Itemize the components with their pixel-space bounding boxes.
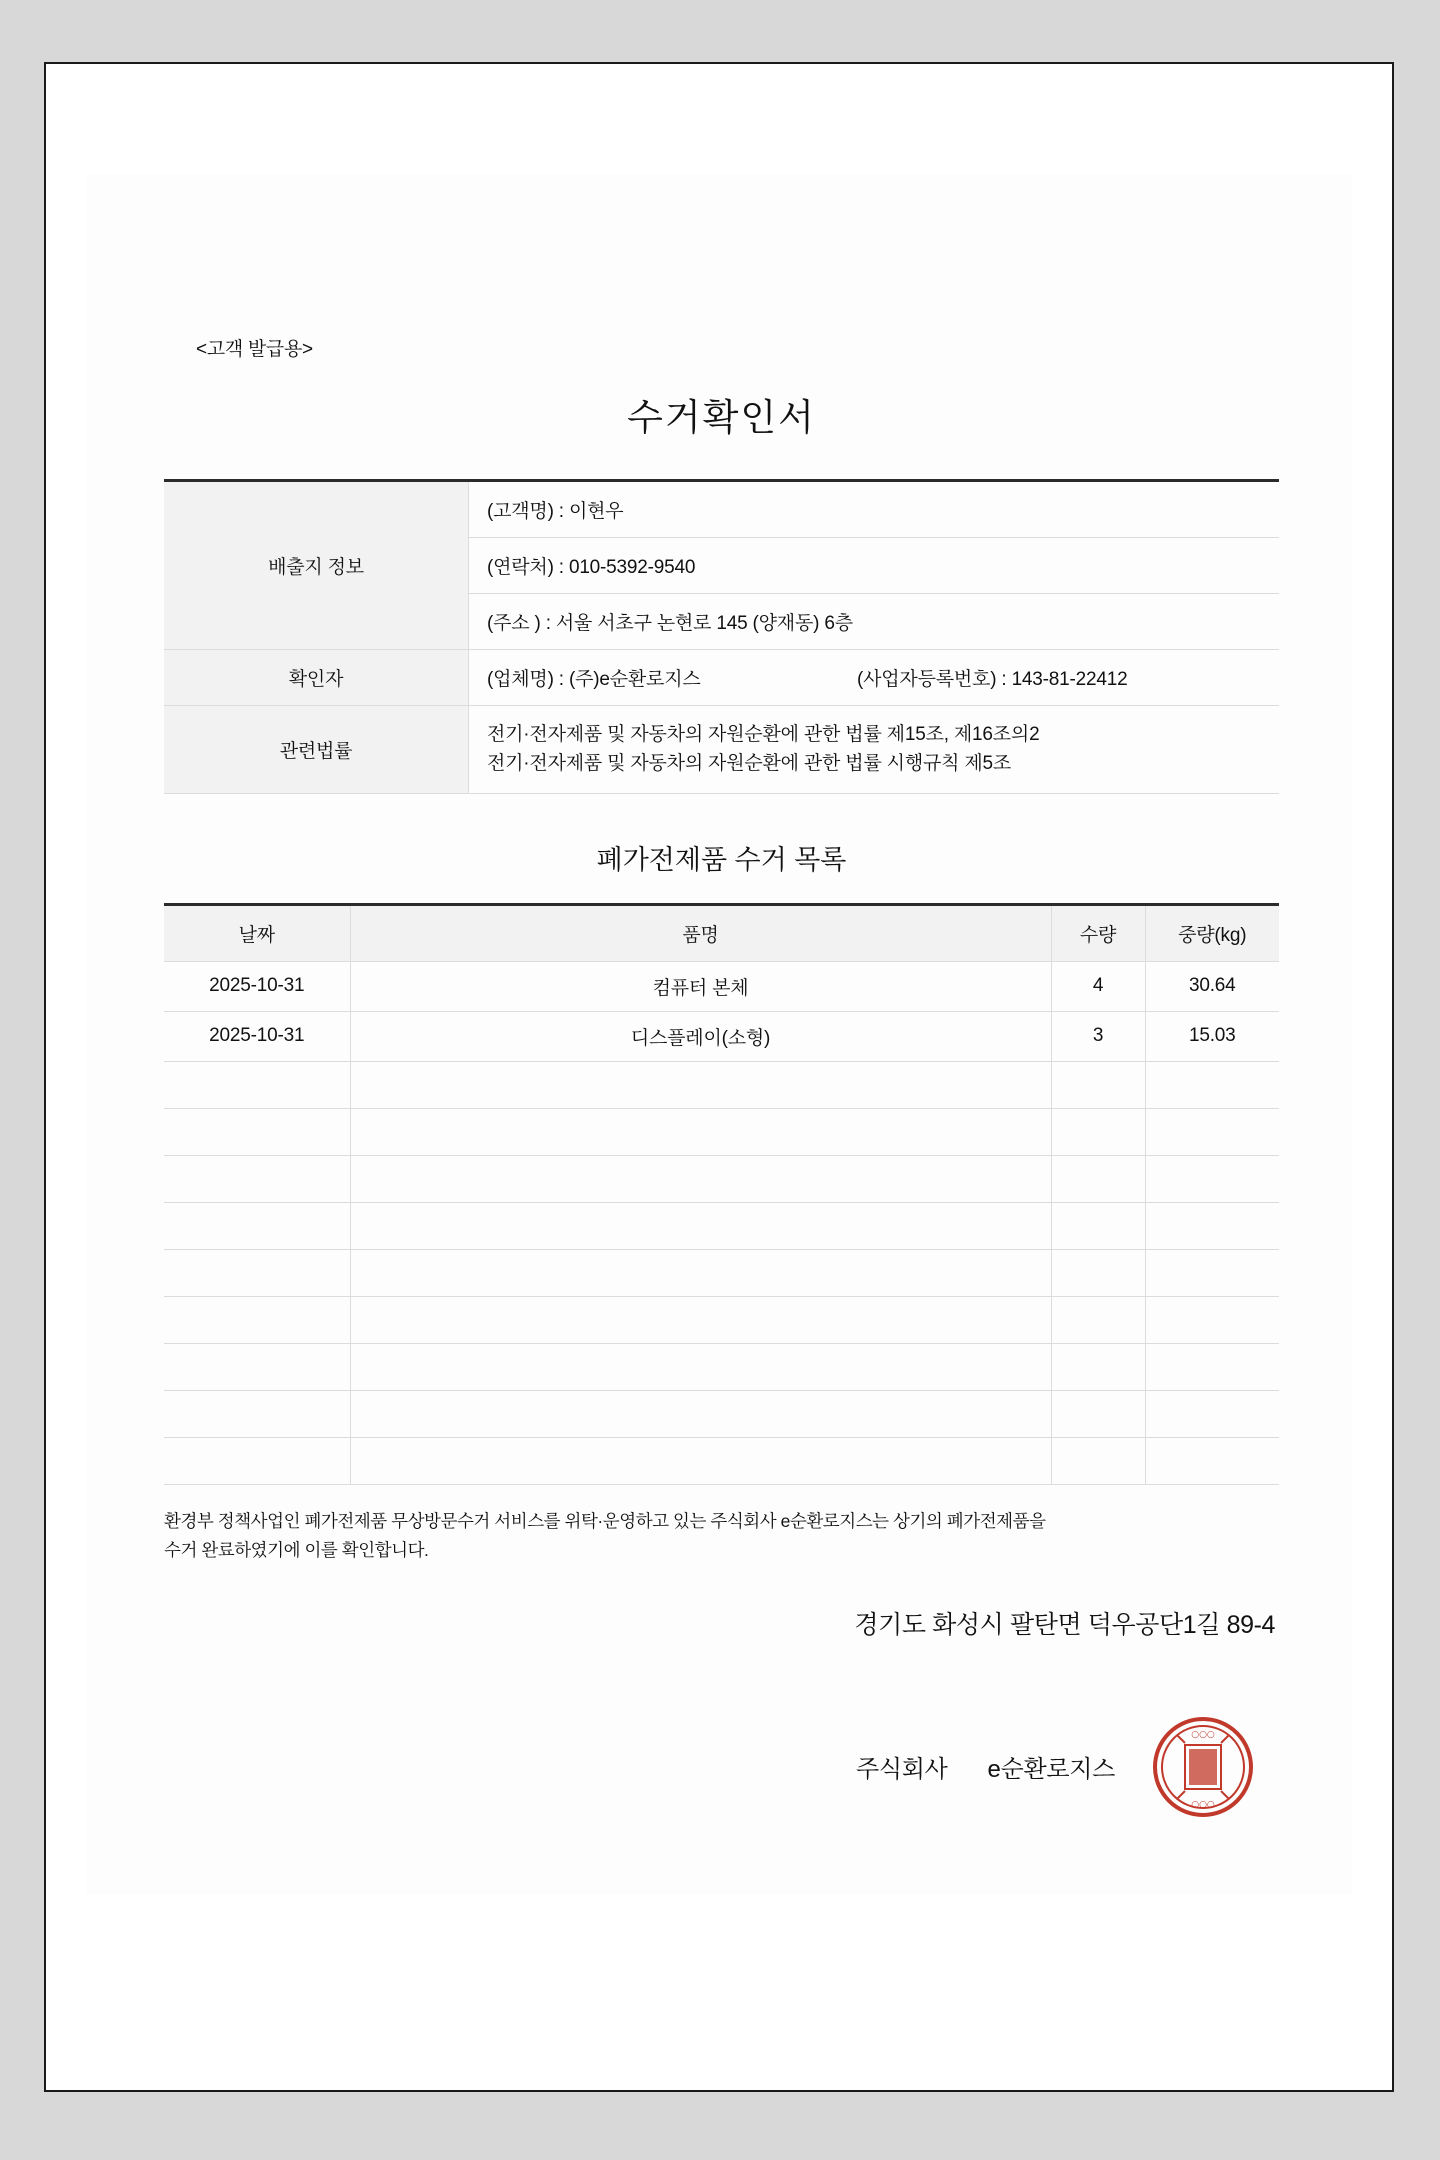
- cell-quantity: [1051, 1437, 1145, 1484]
- cell-quantity: 4: [1051, 961, 1145, 1011]
- confirmation-statement: [164, 1507, 1279, 1565]
- cell-quantity: [1051, 1202, 1145, 1249]
- info-label-discharge-site: 배출지 정보: [164, 481, 469, 650]
- info-value-confirmer: [469, 650, 1280, 706]
- cell-weight: [1145, 1155, 1279, 1202]
- statement-line-1: 환경부 정책사업인 폐가전제품 무상방문수거 서비스를 위탁·운영하고 있는 주식회사 e순환로지스는 상기의 폐가전제품을: [164, 1510, 1046, 1531]
- cell-weight: [1145, 1249, 1279, 1296]
- cell-quantity: [1051, 1296, 1145, 1343]
- cell-quantity: [1051, 1061, 1145, 1108]
- info-value-customer-name: (고객명) : 이현우: [469, 481, 1280, 538]
- cell-item-name: [350, 1108, 1051, 1155]
- cell-weight: [1145, 1390, 1279, 1437]
- cell-weight: [1145, 1296, 1279, 1343]
- table-row: [164, 1011, 1279, 1061]
- table-row: [164, 1343, 1279, 1390]
- issuer-info-table: [164, 479, 1279, 794]
- cell-weight: [1145, 1343, 1279, 1390]
- table-row: [164, 1061, 1279, 1108]
- cell-item-name: 컴퓨터 본체: [350, 961, 1051, 1011]
- info-label-related-law: 관련법률: [164, 706, 469, 794]
- issue-note: <고객 발급용>: [196, 339, 313, 360]
- info-value-contact: (연락처) : 010-5392-9540: [469, 538, 1280, 594]
- column-header-date: 날짜: [164, 904, 350, 961]
- cell-quantity: [1051, 1155, 1145, 1202]
- cell-item-name: [350, 1061, 1051, 1108]
- related-law-line-1: 전기·전자제품 및 자동차의 자원순환에 관한 법률 제15조, 제16조의2: [487, 724, 1040, 745]
- document-content: [164, 334, 1279, 1819]
- cell-item-name: [350, 1202, 1051, 1249]
- confirmer-company-name: (업체명) : (주)e순환로지스: [487, 669, 701, 690]
- cell-date: [164, 1061, 350, 1108]
- table-row: [164, 706, 1279, 794]
- column-header-weight: 중량(kg): [1145, 904, 1279, 961]
- svg-text:○○○: ○○○: [1191, 1799, 1215, 1810]
- cell-date: [164, 1155, 350, 1202]
- cell-date: 2025-10-31: [164, 961, 350, 1011]
- company-seal-stamp-icon: [1151, 1715, 1255, 1819]
- document-page-frame: [44, 62, 1394, 2092]
- confirmer-business-number: (사업자등록번호) : 143-81-22412: [857, 669, 1128, 690]
- table-row: [164, 1249, 1279, 1296]
- svg-text:○○○: ○○○: [1191, 1729, 1215, 1740]
- cell-date: [164, 1343, 350, 1390]
- signature-row: [164, 1715, 1279, 1819]
- cell-weight: 30.64: [1145, 961, 1279, 1011]
- collection-list-title: 폐가전제품 수거 목록: [596, 844, 847, 875]
- cell-item-name: [350, 1437, 1051, 1484]
- table-row: [164, 1155, 1279, 1202]
- info-label-confirmer: 확인자: [164, 650, 469, 706]
- cell-weight: [1145, 1108, 1279, 1155]
- cell-date: [164, 1108, 350, 1155]
- cell-weight: [1145, 1061, 1279, 1108]
- cell-quantity: [1051, 1108, 1145, 1155]
- cell-date: [164, 1437, 350, 1484]
- cell-weight: 15.03: [1145, 1011, 1279, 1061]
- cell-weight: [1145, 1202, 1279, 1249]
- cell-date: [164, 1390, 350, 1437]
- info-value-address: (주소 ) : 서울 서초구 논현로 145 (양재동) 6층: [469, 594, 1280, 650]
- table-row: [164, 481, 1279, 538]
- cell-quantity: 3: [1051, 1011, 1145, 1061]
- cell-date: [164, 1296, 350, 1343]
- related-law-line-2: 전기·전자제품 및 자동차의 자원순환에 관한 법률 시행규칙 제5조: [487, 753, 1012, 775]
- cell-item-name: [350, 1155, 1051, 1202]
- table-row: [164, 1390, 1279, 1437]
- table-row: [164, 961, 1279, 1011]
- table-row: [164, 1202, 1279, 1249]
- statement-line-2: 수거 완료하였기에 이를 확인합니다.: [164, 1539, 429, 1560]
- company-address: 경기도 화성시 팔탄면 덕우공단1길 89-4: [854, 1610, 1275, 1639]
- cell-item-name: [350, 1249, 1051, 1296]
- column-header-quantity: 수량: [1051, 904, 1145, 961]
- table-row: [164, 1296, 1279, 1343]
- table-row: [164, 1437, 1279, 1484]
- cell-item-name: [350, 1296, 1051, 1343]
- table-header-row: [164, 904, 1279, 961]
- cell-quantity: [1051, 1249, 1145, 1296]
- column-header-item-name: 품명: [350, 904, 1051, 961]
- signature-company-prefix: 주식회사: [855, 1756, 948, 1784]
- cell-item-name: 디스플레이(소형): [350, 1011, 1051, 1061]
- cell-date: 2025-10-31: [164, 1011, 350, 1061]
- info-value-related-law: [469, 706, 1280, 794]
- cell-quantity: [1051, 1390, 1145, 1437]
- collection-items-table: [164, 903, 1279, 1485]
- signature-brand-name: e순환로지스: [987, 1756, 1115, 1784]
- cell-item-name: [350, 1390, 1051, 1437]
- page-title: 수거확인서: [627, 397, 816, 438]
- cell-date: [164, 1202, 350, 1249]
- cell-quantity: [1051, 1343, 1145, 1390]
- cell-item-name: [350, 1343, 1051, 1390]
- table-row: [164, 650, 1279, 706]
- cell-weight: [1145, 1437, 1279, 1484]
- table-row: [164, 1108, 1279, 1155]
- cell-date: [164, 1249, 350, 1296]
- document-sheet: [86, 174, 1352, 1894]
